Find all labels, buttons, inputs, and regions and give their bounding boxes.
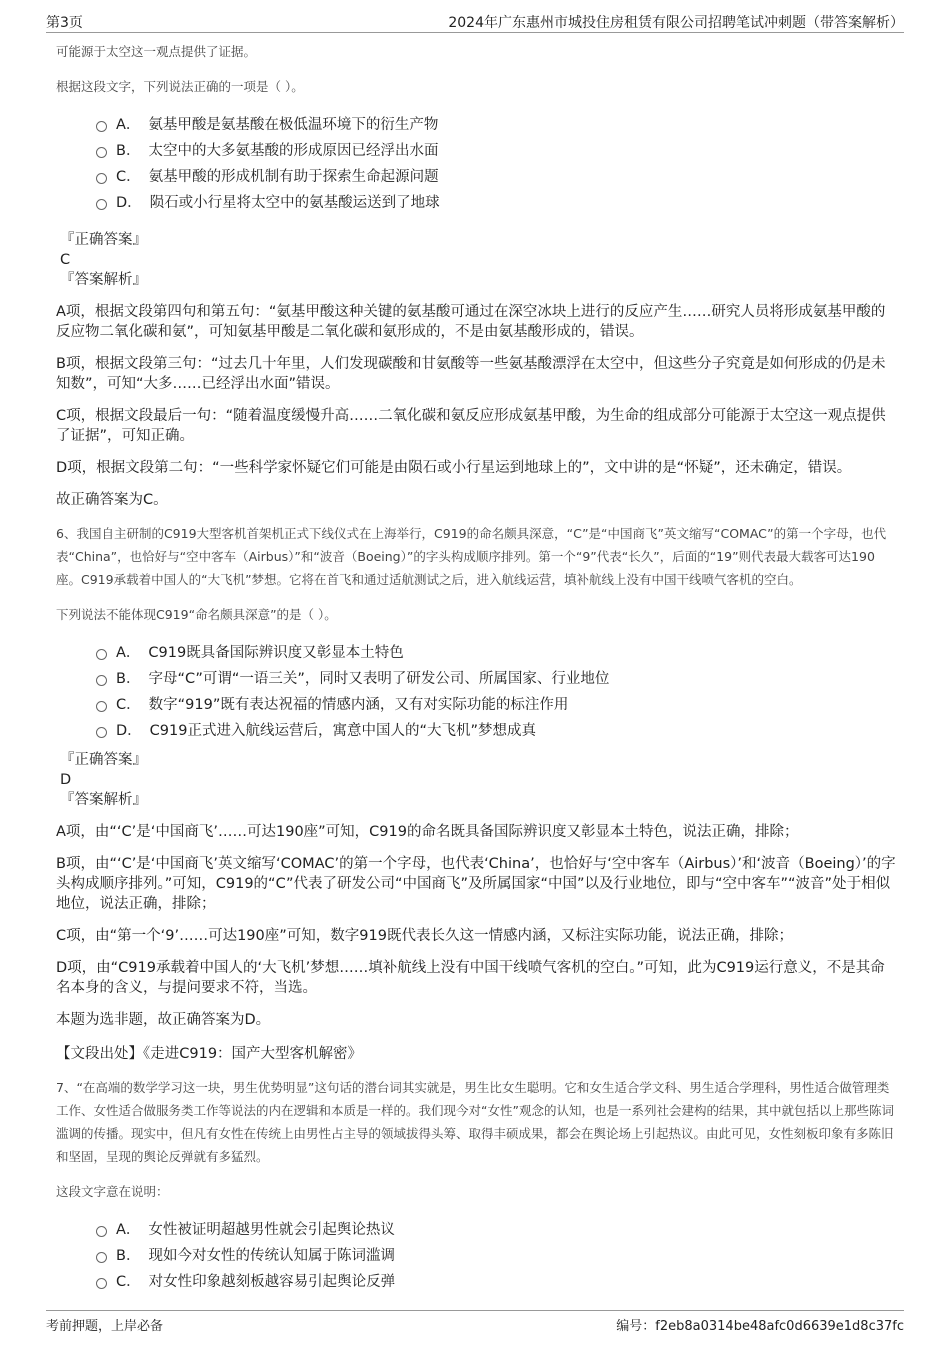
q5-conclusion: 故正确答案为C。 — [56, 492, 168, 508]
q6-conclusion: 本题为选非题，故正确答案为D。 — [56, 1012, 271, 1028]
radio-icon[interactable] — [96, 727, 107, 738]
q6-answer: D — [60, 772, 72, 788]
radio-icon[interactable] — [96, 199, 107, 210]
q5-prompt: 根据这段文字，下列说法正确的一项是（ ）。 — [56, 79, 304, 94]
q7-prompt: 这段文字意在说明： — [56, 1184, 169, 1199]
radio-icon[interactable] — [96, 147, 107, 158]
q5-option-d[interactable]: D． 陨石或小行星将太空中的氨基酸运送到了地球 — [96, 188, 896, 214]
q6-answer-label: 『正确答案』 — [60, 752, 147, 768]
q6-option-d[interactable]: D． C919正式进入航线运营后，寓意中国人的“大飞机”梦想成真 — [96, 716, 896, 742]
q6-analysis-d: D项，由“C919承载着中国人的‘大飞机’梦想……填补航线上没有中国干线喷气客机的空白。”可知，此为C919运行意义，不是其命名本身的含义，与提问要求不符，当选。 — [56, 960, 885, 996]
q5-analysis-d: D项，根据文段第二句：“一些科学家怀疑它们可能是由陨石或小行星运到地球上的”，文中讲的是“怀疑”，还未确定，错误。 — [56, 460, 852, 476]
q7-option-a[interactable]: A． 女性被证明超越男性就会引起舆论热议 — [96, 1215, 896, 1241]
q6-prompt: 下列说法不能体现C919“命名颇具深意”的是（ ）。 — [56, 607, 337, 622]
radio-icon[interactable] — [96, 1278, 107, 1289]
document-id: 编号：f2eb8a0314be48afc0d6639e1d8c37fc — [616, 1319, 904, 1334]
q6-option-b[interactable]: B． 字母“C”可谓“一语三关”，同时又表明了研发公司、所属国家、行业地位 — [96, 664, 896, 690]
intro-tail: 可能源于太空这一观点提供了证据。 — [56, 44, 257, 59]
q7-option-b[interactable]: B． 现如今对女性的传统认知属于陈词滥调 — [96, 1241, 896, 1267]
q5-options — [96, 110, 896, 214]
q6-options — [96, 638, 896, 742]
q6-source: 【文段出处】《走进C919：国产大型客机解密》 — [56, 1046, 363, 1062]
radio-icon[interactable] — [96, 649, 107, 660]
page-header — [46, 10, 904, 33]
q5-option-a[interactable]: A． 氨基甲酸是氨基酸在极低温环境下的衍生产物 — [96, 110, 896, 136]
document-body — [56, 40, 896, 1293]
document-title: 2024年广东惠州市城投住房租赁有限公司招聘笔试冲刺题（带答案解析） — [448, 15, 904, 31]
radio-icon[interactable] — [96, 1252, 107, 1263]
q5-option-c[interactable]: C． 氨基甲酸的形成机制有助于探索生命起源问题 — [96, 162, 896, 188]
q6-option-a[interactable]: A． C919既具备国际辨识度又彰显本土特色 — [96, 638, 896, 664]
radio-icon[interactable] — [96, 1226, 107, 1237]
radio-icon[interactable] — [96, 701, 107, 712]
q5-analysis-c: C项，根据文段最后一句：“随着温度缓慢升高……二氧化碳和氨反应形成氨基甲酸，为生命的组成部分可能源于太空这一观点提供了证据”，可知正确。 — [56, 408, 886, 444]
q5-analysis-a: A项，根据文段第四句和第五句：“氨基甲酸这种关键的氨基酸可通过在深空冰块上进行的反应产生……研究人员将形成氨基甲酸的反应物二氧化碳和氨”，可知氨基甲酸是二氧化碳和氨形成的，不是由氨基酸形成的，错误。 — [56, 304, 886, 340]
q7-options — [96, 1215, 896, 1293]
q6-stem: 6、我国自主研制的C919大型客机首架机正式下线仪式在上海举行，C919的命名颇具深意，“C”是“中国商飞”英文缩写“COMAC”的第一个字母，也代表“China”，也恰好与“空中客车（Airbus）”和“波音（Boeing）”的字头构成顺序排列。第一个“9”代表“长久”，后面的“19”则代表最大载客可达190座。C919承载着中国人的“大飞机”梦想。它将在首飞和通过适航测试之后，进入航线运营，填补航线上没有中国干线喷气客机的空白。 — [56, 526, 887, 587]
q6-option-c[interactable]: C． 数字“919”既有表达祝福的情感内涵，又有对实际功能的标注作用 — [96, 690, 896, 716]
q5-answer-label: 『正确答案』 — [60, 232, 147, 248]
q7-option-c[interactable]: C． 对女性印象越刻板越容易引起舆论反弹 — [96, 1267, 896, 1293]
radio-icon[interactable] — [96, 675, 107, 686]
radio-icon[interactable] — [96, 121, 107, 132]
page-footer — [46, 1310, 904, 1335]
radio-icon[interactable] — [96, 173, 107, 184]
footer-slogan: 考前押题，上岸必备 — [46, 1319, 164, 1334]
page-number: 第3页 — [46, 15, 83, 31]
q6-analysis-b: B项，由“‘C’是‘中国商飞’英文缩写‘COMAC’的第一个字母，也代表‘China’，也恰好与‘空中客车（Airbus）’和‘波音（Boeing）’的字头构成顺序排列。”可知，C919的“C”代表了研发公司“中国商飞”及所属国家“中国”以及行业地位，即与“空中客车”“波音”处于相似地位，说法正确，排除； — [56, 856, 896, 912]
q5-analysis-label: 『答案解析』 — [60, 272, 147, 288]
q5-analysis-b: B项，根据文段第三句：“过去几十年里，人们发现碳酸和甘氨酸等一些氨基酸漂浮在太空中，但这些分子究竟是如何形成的仍是未知数”，可知“大多……已经浮出水面”错误。 — [56, 356, 886, 392]
q6-analysis-a: A项，由“‘C’是‘中国商飞’……可达190座”可知，C919的命名既具备国际辨识度又彰显本土特色，说法正确，排除； — [56, 824, 799, 840]
q5-answer: C — [60, 252, 71, 268]
q6-analysis-c: C项，由“第一个‘9’……可达190座”可知，数字919既代表长久这一情感内涵，又标注实际功能，说法正确，排除； — [56, 928, 793, 944]
q7-stem: 7、“在高端的数学学习这一块，男生优势明显”这句话的潜台词其实就是，男生比女生聪明。它和女生适合学文科、男生适合学理科，男性适合做管理类工作、女性适合做服务类工作等说法的内在逻辑和本质是一样的。我们现今对“女性”观念的认知，也是一系列社会建构的结果，其中就包括以上那些陈词滥调的传播。现实中，但凡有女性在传统上由男性占主导的领域拔得头筹、取得丰硕成果，都会在舆论场上引起热议。由此可见，女性刻板印象有多陈旧和坚固，呈现的舆论反弹就有多猛烈。 — [56, 1080, 894, 1164]
q5-option-b[interactable]: B． 太空中的大多氨基酸的形成原因已经浮出水面 — [96, 136, 896, 162]
q6-analysis-label: 『答案解析』 — [60, 792, 147, 808]
